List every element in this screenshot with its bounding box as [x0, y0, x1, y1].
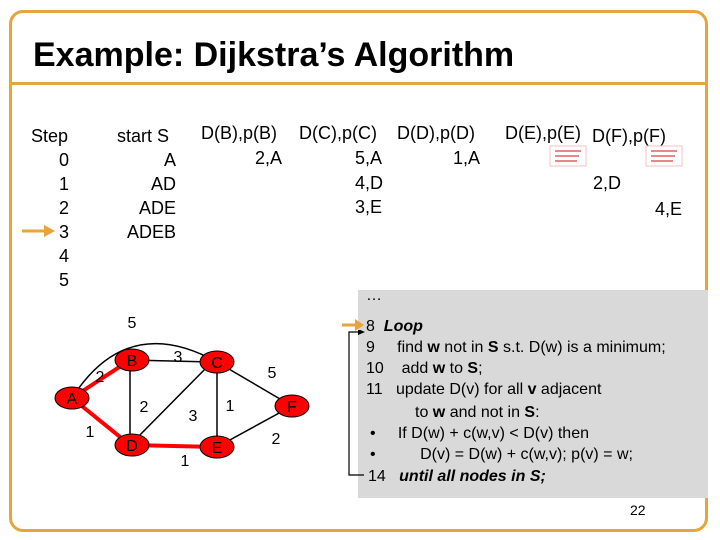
- step-number: 5: [58, 270, 69, 290]
- step-number: 0: [58, 150, 69, 170]
- bullet: •: [370, 446, 376, 463]
- broken-image-icon: [549, 145, 587, 167]
- line-number: 10: [366, 360, 384, 377]
- algo-var: w: [432, 404, 446, 421]
- title-divider: [9, 82, 708, 85]
- cell-c-row2: 3,E: [355, 197, 383, 217]
- algo-line-11: [366, 379, 601, 401]
- algo-var: S: [487, 339, 499, 356]
- loop-back-arrow-icon: [346, 330, 368, 480]
- set-cell: ADE: [138, 198, 176, 218]
- network-graph: [52, 300, 372, 480]
- step-number: 3: [58, 222, 69, 242]
- edge-weight: 1: [85, 424, 95, 441]
- algo-line-8: [366, 316, 423, 338]
- line-number: 8: [366, 318, 375, 335]
- header-step: Step: [31, 126, 69, 146]
- node-label: D: [126, 438, 138, 455]
- bullet: •: [370, 425, 376, 442]
- edge-weight: 1: [180, 453, 190, 470]
- current-step-arrow-icon: [20, 224, 56, 238]
- algo-var: w: [432, 360, 446, 377]
- algo-line-12: [370, 423, 589, 445]
- header-f: D(F),p(F): [592, 126, 666, 146]
- edge-weight: 5: [267, 365, 277, 382]
- edge-weight: 3: [188, 408, 198, 425]
- algo-var: v: [527, 381, 537, 398]
- algo-text: :: [535, 404, 540, 421]
- set-cell: AD: [150, 174, 176, 194]
- algo-text: to: [445, 360, 468, 377]
- header-set: start S: [117, 126, 170, 146]
- node-label: E: [211, 440, 223, 457]
- edge-weight: 2: [139, 399, 149, 416]
- algo-line-14: [368, 466, 546, 488]
- algo-ellipsis: …: [366, 287, 382, 304]
- edge-weight: 3: [173, 349, 183, 366]
- line-number: 14: [368, 468, 386, 485]
- until-clause: until all nodes in S;: [399, 468, 546, 485]
- algo-line-9: [366, 337, 666, 359]
- algo-var: S: [524, 404, 536, 421]
- loop-keyword: Loop: [383, 318, 423, 335]
- node-label: A: [66, 391, 78, 408]
- algo-line-13: [370, 444, 633, 466]
- algo-var: S: [467, 360, 479, 377]
- step-number: 1: [58, 174, 69, 194]
- algo-text: to: [415, 404, 433, 421]
- slide-title: Example: Dijkstra’s Algorithm: [33, 36, 515, 74]
- header-e: D(E),p(E): [505, 123, 581, 143]
- algo-text: ;: [478, 360, 483, 377]
- algo-text: adjacent: [536, 381, 602, 398]
- header-b: D(B),p(B): [201, 123, 277, 143]
- edge-weight: 2: [271, 431, 281, 448]
- algo-text: If D(w) + c(w,v) < D(v) then: [397, 425, 589, 442]
- edge-weight: 2: [95, 369, 105, 386]
- edge-weight: 5: [127, 315, 137, 332]
- step-number: 4: [58, 246, 69, 266]
- cell-c-row0: 5,A: [355, 148, 383, 168]
- edge-a-c: [72, 344, 217, 398]
- algo-text: find: [397, 339, 428, 356]
- set-cell: A: [163, 150, 176, 170]
- page-number: 22: [630, 502, 646, 518]
- header-d: D(D),p(D): [397, 123, 475, 143]
- algo-text: and not in: [445, 404, 525, 421]
- node-label: C: [211, 355, 223, 372]
- algo-line-10: [366, 358, 483, 380]
- algo-text: D(v) = D(w) + c(w,v); p(v) = w;: [420, 446, 633, 463]
- edge-weight: 1: [225, 398, 235, 415]
- algo-text: not in: [439, 339, 488, 356]
- set-cell: ADEB: [126, 222, 176, 242]
- cell-c-row1: 4,D: [355, 173, 384, 193]
- node-label: F: [287, 399, 297, 416]
- algo-text: s.t. D(w) is a minimum;: [498, 339, 666, 356]
- cell-d-row0: 1,A: [453, 148, 481, 168]
- step-number: 2: [58, 198, 69, 218]
- algo-line-11b: [415, 402, 540, 424]
- broken-image-icon: [645, 145, 683, 167]
- node-label: B: [126, 353, 138, 370]
- algo-var: w: [427, 339, 440, 356]
- header-c: D(C),p(C): [299, 123, 377, 143]
- cell-b-row0: 2,A: [255, 148, 283, 168]
- cell-e-row1: 2,D: [593, 173, 622, 193]
- algo-text: add: [401, 360, 433, 377]
- line-number: 11: [366, 381, 383, 398]
- algo-text: update D(v) for all: [395, 381, 528, 398]
- line-number: 9: [366, 339, 375, 356]
- cell-f-row2: 4,E: [655, 199, 683, 219]
